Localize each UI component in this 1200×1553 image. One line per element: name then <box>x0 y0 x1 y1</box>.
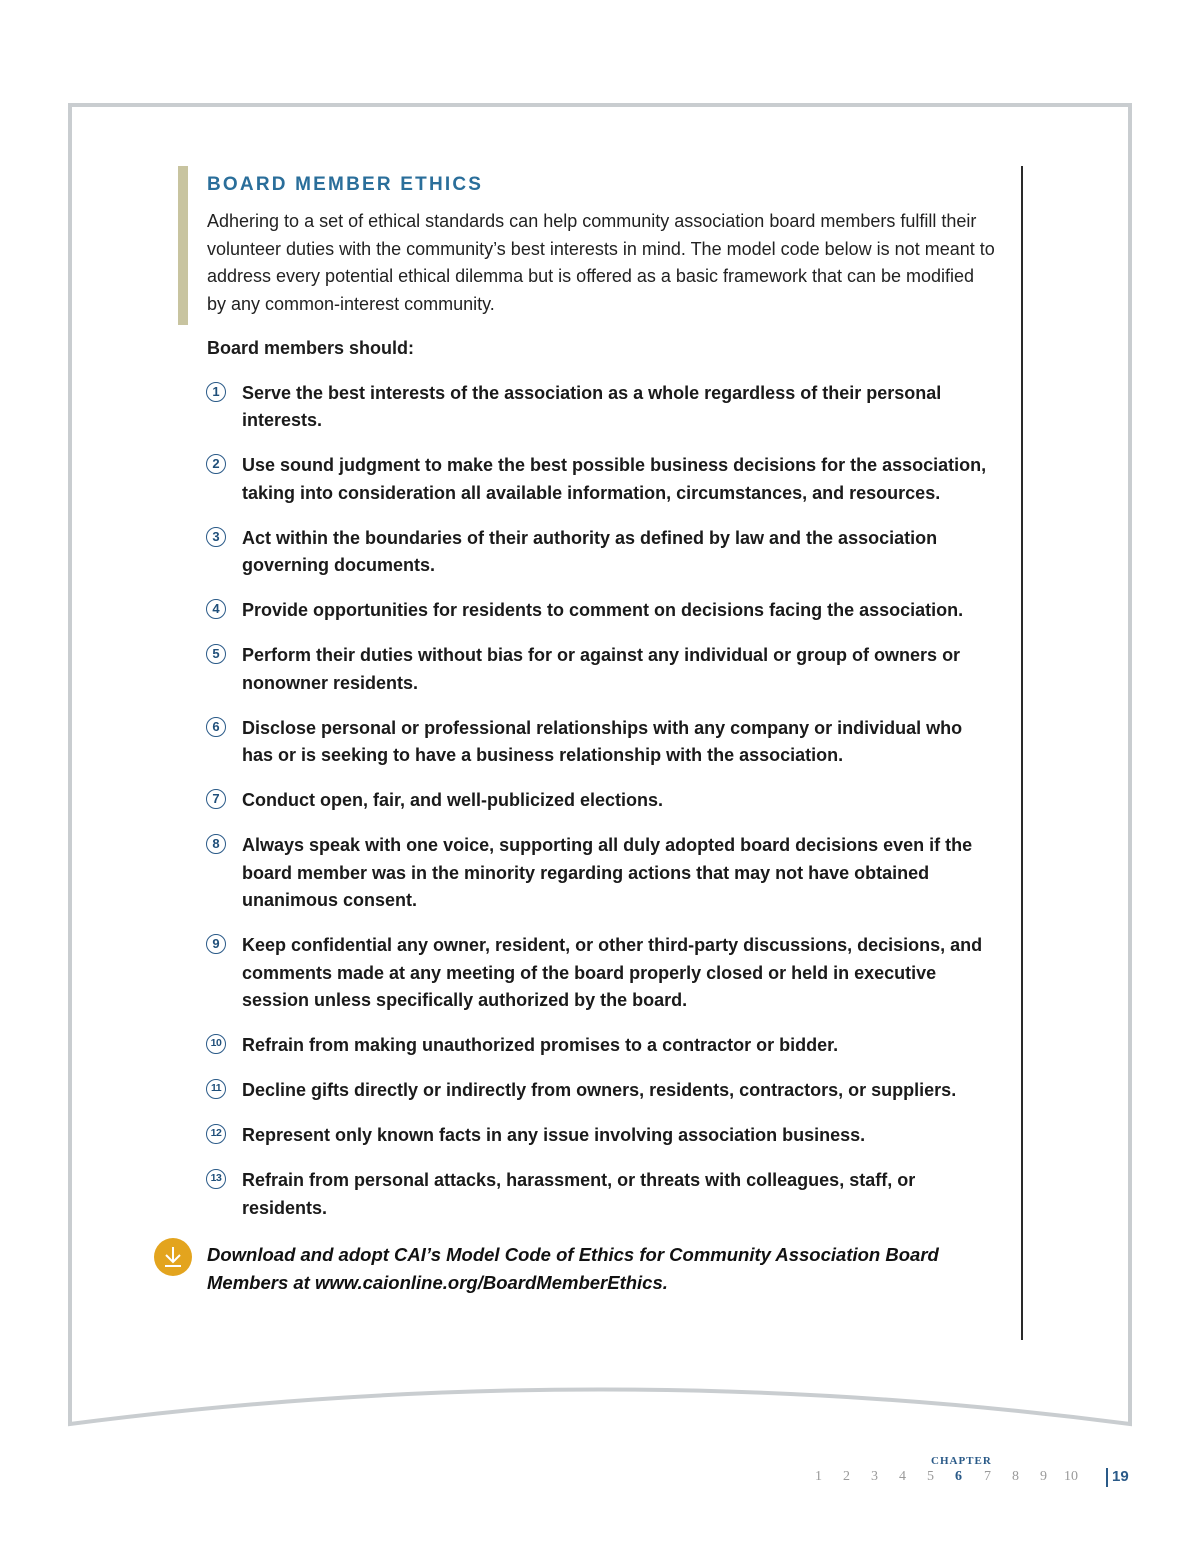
chapter-label: CHAPTER <box>931 1455 992 1467</box>
vertical-rule <box>1021 166 1023 1340</box>
list-item-text: Decline gifts directly or indirectly from owners, residents, contractors, or suppliers. <box>242 1080 957 1100</box>
number-badge: 13 <box>206 1169 226 1189</box>
number-badge: 10 <box>206 1034 226 1054</box>
list-item-text: Act within the boundaries of their authority as defined by law and the association governing documents. <box>242 527 938 575</box>
number-badge: 12 <box>206 1124 226 1144</box>
list-item-text: Disclose personal or professional relationships with any company or individual who has or is seeking to have a business relationship with the association. <box>242 717 963 765</box>
list-item-text: Use sound judgment to make the best possible business decisions for the association, taking into consideration all available information, circumstances, and resources. <box>242 455 987 503</box>
list-item-text: Conduct open, fair, and well-publicized elections. <box>242 790 664 810</box>
chapter-link-7[interactable]: 7 <box>984 1469 991 1484</box>
list-item-text: Refrain from personal attacks, harassment, or threats with colleagues, staff, or residents. <box>242 1170 916 1218</box>
list-item-text: Perform their duties without bias for or against any individual or group of owners or nonowner residents. <box>242 645 961 693</box>
list-item <box>207 832 997 915</box>
chapter-link-1[interactable]: 1 <box>815 1469 822 1484</box>
number-badge: 2 <box>206 454 226 474</box>
section-heading: BOARD MEMBER ETHICS <box>207 174 484 195</box>
number-badge: 9 <box>206 934 226 954</box>
list-item <box>207 642 997 697</box>
number-badge: 5 <box>206 644 226 664</box>
chapter-link-3[interactable]: 3 <box>871 1469 878 1484</box>
accent-bar <box>178 166 188 325</box>
page-number: 19 <box>1112 1468 1129 1485</box>
chapter-link-8[interactable]: 8 <box>1012 1469 1019 1484</box>
chapter-link-6[interactable]: 6 <box>955 1469 962 1484</box>
chapter-nav <box>0 1469 1200 1489</box>
list-item <box>207 1077 997 1105</box>
list-item-text: Provide opportunities for residents to comment on decisions facing the association. <box>242 600 964 620</box>
list-item <box>207 1032 997 1060</box>
ethics-section <box>207 172 997 1240</box>
list-item-text: Keep confidential any owner, resident, or other third-party discussions, decisions, and comments made at any meeting of the board properly closed or held in executive session unless specifically authorized by the board. <box>242 935 983 1010</box>
number-badge: 11 <box>206 1079 226 1099</box>
intro-paragraph: Adhering to a set of ethical standards can help community association board members fulfill their volunteer duties with the community’s best interests in mind. The model code below is not meant to address every potential ethical dilemma but is offered as a basic framework that can be modified by any common-interest community. <box>207 211 995 314</box>
list-item <box>207 525 997 580</box>
list-item <box>207 1167 997 1222</box>
number-badge: 8 <box>206 834 226 854</box>
list-item-text: Always speak with one voice, supporting all duly adopted board decisions even if the board member was in the minority regarding actions that may not have obtained unanimous consent. <box>242 835 973 910</box>
list-item-text: Represent only known facts in any issue involving association business. <box>242 1125 866 1145</box>
list-item <box>207 715 997 770</box>
list-item <box>207 380 997 435</box>
list-item-text: Refrain from making unauthorized promises to a contractor or bidder. <box>242 1035 839 1055</box>
list-item <box>207 1122 997 1150</box>
list-item <box>207 597 997 625</box>
number-badge: 3 <box>206 527 226 547</box>
number-badge: 1 <box>206 382 226 402</box>
list-item-text: Serve the best interests of the association as a whole regardless of their personal interests. <box>242 382 942 430</box>
number-badge: 7 <box>206 789 226 809</box>
number-badge: 4 <box>206 599 226 619</box>
chapter-link-10[interactable]: 10 <box>1064 1469 1078 1484</box>
list-item <box>207 787 997 815</box>
list-item <box>207 452 997 507</box>
download-icon[interactable] <box>154 1238 192 1276</box>
chapter-link-4[interactable]: 4 <box>899 1469 906 1484</box>
download-callout[interactable]: Download and adopt CAI’s Model Code of Ethics for Community Association Board Members at www.caionline.org/BoardMemberEthics. <box>207 1244 939 1293</box>
list-lead: Board members should: <box>207 338 415 358</box>
chapter-link-5[interactable]: 5 <box>927 1469 934 1484</box>
number-badge: 6 <box>206 717 226 737</box>
page-separator <box>1106 1468 1108 1487</box>
ethics-list <box>207 380 997 1223</box>
chapter-link-9[interactable]: 9 <box>1040 1469 1047 1484</box>
list-item <box>207 932 997 1015</box>
chapter-link-2[interactable]: 2 <box>843 1469 850 1484</box>
